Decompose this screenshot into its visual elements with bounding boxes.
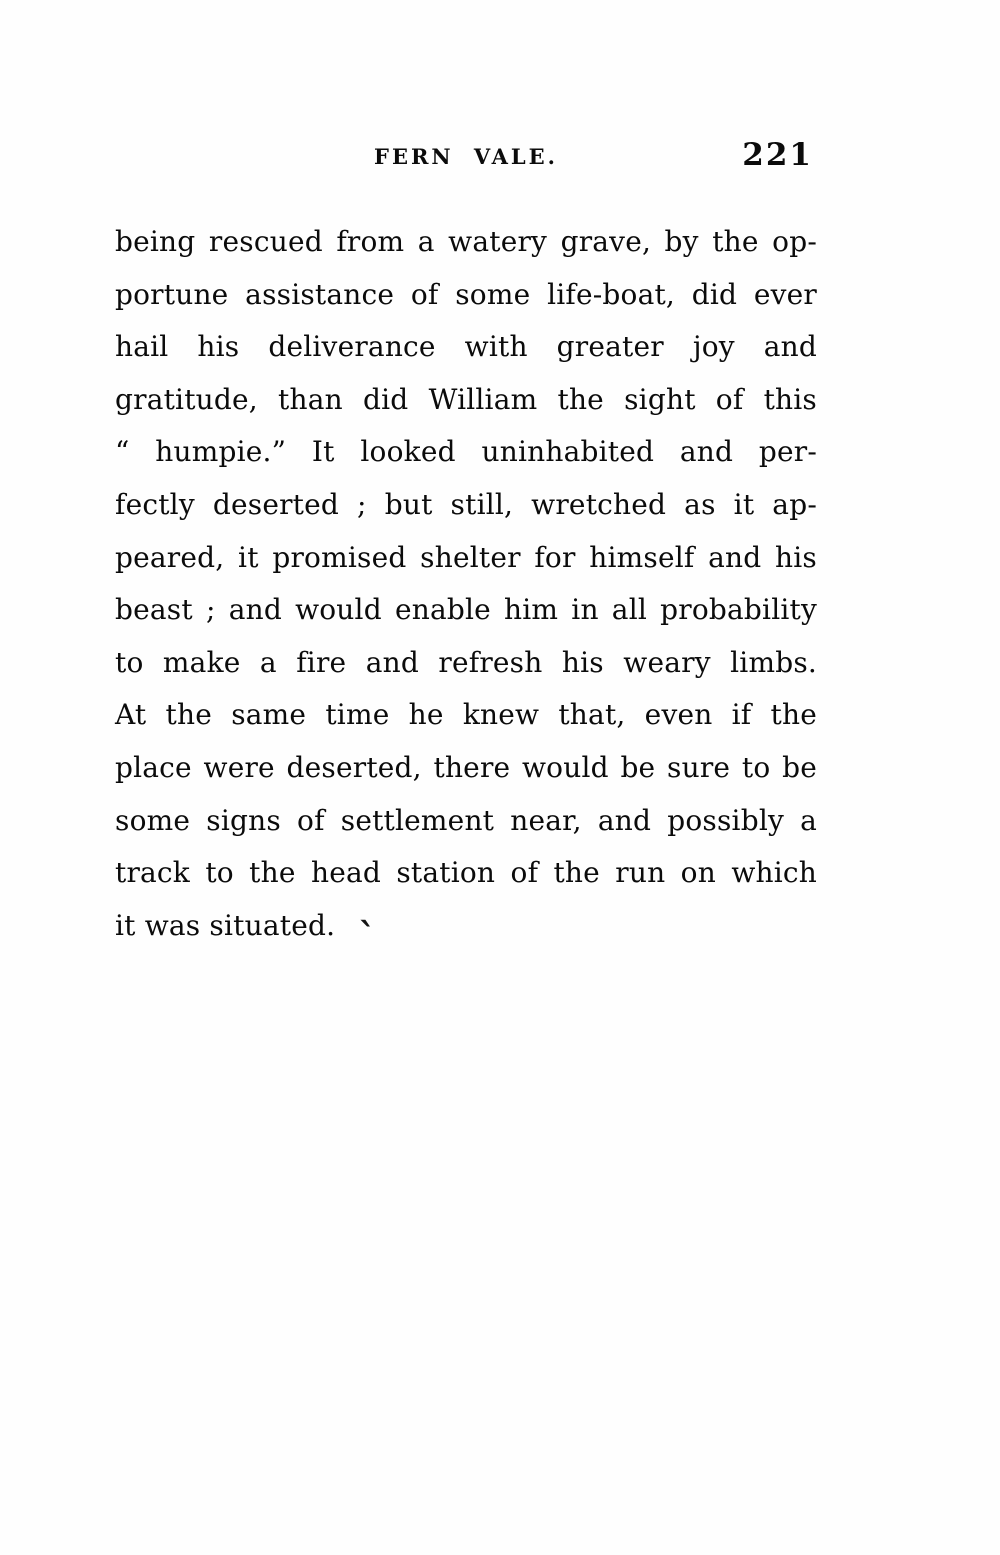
text-line: it was situated. xyxy=(115,908,336,942)
text-line: place were deserted, there would be sure to be xyxy=(115,750,817,784)
scan-artifact-mark: ` xyxy=(358,916,376,958)
text-line: fectly deserted ; but still, wretched as it ap- xyxy=(115,487,817,521)
running-title: FERN VALE. xyxy=(374,144,558,169)
text-line: portune assistance of some life-boat, did ever xyxy=(115,277,817,311)
text-line: At the same time he knew that, even if the xyxy=(115,698,817,732)
text-line: hail his deliverance with greater joy and xyxy=(115,330,817,364)
text-line: some signs of settlement near, and possibly a xyxy=(115,803,817,837)
page-header xyxy=(115,137,817,174)
text-line: “ humpie.” It looked uninhabited and per- xyxy=(115,435,817,469)
text-line: gratitude, than did William the sight of this xyxy=(115,382,817,416)
text-line: peared, it promised shelter for himself and his xyxy=(115,540,817,574)
page-number: 221 xyxy=(742,137,813,173)
text-line: to make a fire and refresh his weary limbs. xyxy=(115,645,817,679)
text-line: beast ; and would enable him in all probability xyxy=(115,593,817,627)
paragraph xyxy=(115,216,817,952)
text-line: being rescued from a watery grave, by the op- xyxy=(115,225,817,258)
text-line: track to the head station of the run on which xyxy=(115,856,817,890)
